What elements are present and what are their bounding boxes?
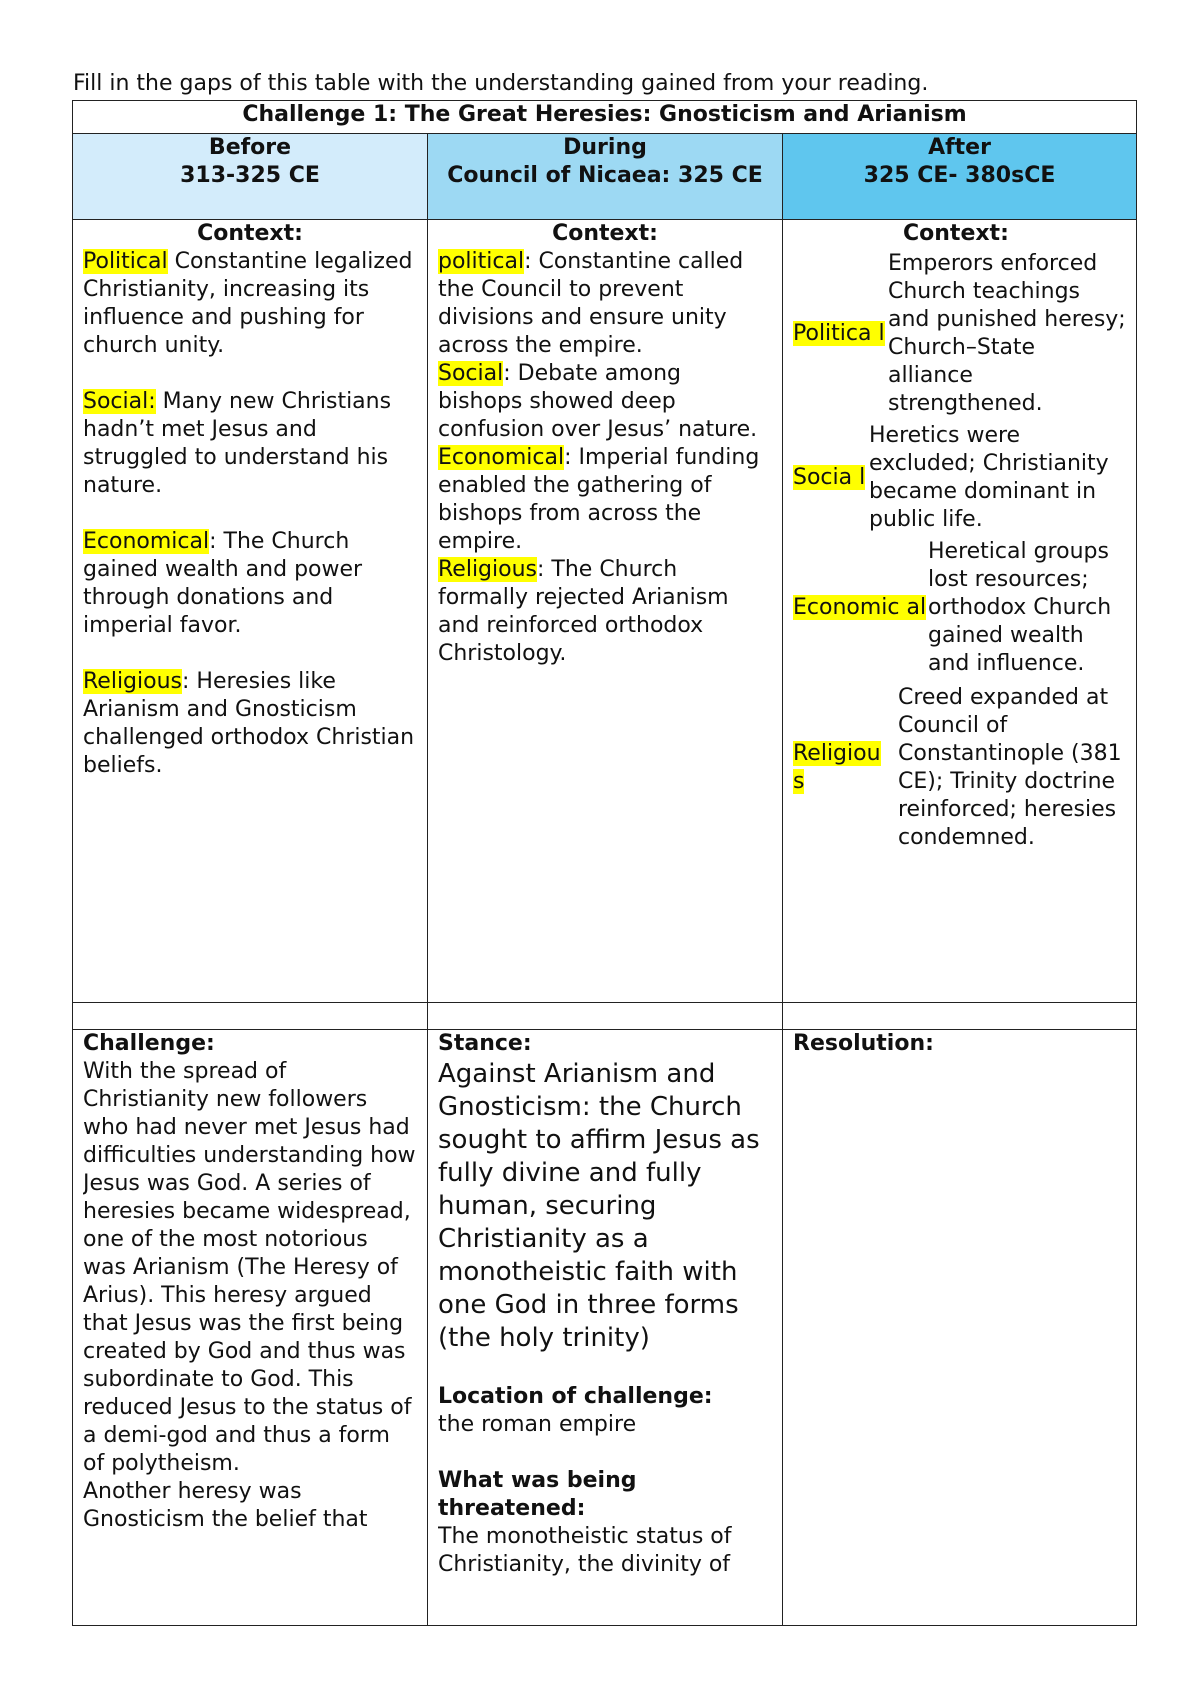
resolution-label: Resolution: — [793, 1031, 934, 1056]
header-after-label: After — [928, 135, 991, 160]
context-during-cell[interactable] — [428, 220, 783, 1003]
header-before — [73, 134, 428, 220]
challenge-text-2: Another heresy was Gnosticism the belief that — [83, 1479, 368, 1532]
table-title: Challenge 1: The Great Heresies: Gnosticism and Arianism — [73, 101, 1137, 134]
after-religious: Religiou s Creed expanded at Council of Constantinople (381 CE); Trinity doctrine reinforced; heresies condemned. — [793, 685, 1122, 850]
header-during — [428, 134, 783, 220]
before-social: Social: Many new Christians hadn’t met Jesus and struggled to understand his nature. — [83, 389, 392, 498]
heresies-table — [72, 100, 1137, 1626]
label-political: Politica l — [793, 321, 885, 346]
stance-label: Stance: — [438, 1031, 532, 1056]
after-economical: Economic al Heretical groups lost resources; orthodox Church gained wealth and influence. — [793, 539, 1112, 676]
before-economical: Economical: The Church gained wealth and power through donations and imperial favor. — [83, 529, 363, 638]
header-during-dates: Council of Nicaea: 325 CE — [447, 163, 763, 188]
label-religious: Religiou s — [793, 741, 881, 794]
label-economical: Economical — [83, 529, 210, 554]
label-political: Political — [83, 249, 168, 274]
location-text: the roman empire — [438, 1412, 637, 1437]
stance-text: Against Arianism and Gnosticism: the Church sought to affirm Jesus as fully divine and fully human, securing Christianity as a monotheistic faith with one God in three forms (the holy trinity) — [438, 1059, 760, 1353]
before-political: Political Constantine legalized Christianity, increasing its influence and pushing for church unity. — [83, 249, 413, 358]
resolution-cell[interactable] — [783, 1030, 1137, 1626]
context-after-cell[interactable] — [783, 220, 1137, 1003]
label-social: Social — [438, 361, 504, 386]
header-after — [783, 134, 1137, 220]
after-social: Socia l Heretics were excluded; Christianity became dominant in public life. — [793, 423, 1109, 532]
threat-text: The monotheistic status of Christianity, the divinity of — [438, 1524, 732, 1577]
header-before-dates: 313-325 CE — [180, 163, 320, 188]
header-before-label: Before — [208, 135, 292, 160]
label-social: Socia l — [793, 465, 866, 490]
instruction-text: Fill in the gaps of this table with the understanding gained from your reading. — [73, 71, 929, 96]
during-economical: Economical: Imperial funding enabled the gathering of bishops from across the empire. — [438, 445, 760, 554]
context-before-cell[interactable] — [73, 220, 428, 1003]
empty-cell-after[interactable] — [783, 1003, 1137, 1030]
challenge-cell[interactable] — [73, 1030, 428, 1626]
after-political: Politica l Emperors enforced Church teachings and punished heresy; Church–State alliance strengthened. — [793, 251, 1126, 416]
header-after-dates: 325 CE- 380sCE — [863, 163, 1056, 188]
during-social: Social: Debate among bishops showed deep confusion over Jesus’ nature. — [438, 361, 758, 442]
label-religious: Religious — [438, 557, 537, 582]
context-title: Context: — [903, 221, 1009, 246]
stance-cell[interactable] — [428, 1030, 783, 1626]
label-political: political — [438, 249, 525, 274]
during-religious: Religious: The Church formally rejected Arianism and reinforced orthodox Christology. — [438, 557, 729, 666]
label-social: Social: — [83, 389, 156, 414]
challenge-label: Challenge: — [83, 1031, 215, 1056]
challenge-text: With the spread of Christianity new followers who had never met Jesus had difficulties understanding how Jesus was God. A series of heresies became widespread, one of the most notorious was Arianism (The Heresy of Arius). This heresy argued that Jesus was the first being created by God and thus was subordinate to God. This reduced Jesus to the status of a demi-god and thus a form of polytheism. — [83, 1059, 416, 1476]
location-label: Location of challenge: — [438, 1384, 713, 1409]
threat-label: What was being threatened: — [438, 1468, 637, 1521]
context-title: Context: — [197, 221, 303, 246]
empty-cell-before[interactable] — [73, 1003, 428, 1030]
empty-cell-during[interactable] — [428, 1003, 783, 1030]
header-during-label: During — [563, 135, 647, 160]
during-political: political: Constantine called the Council to prevent divisions and ensure unity across the empire. — [438, 249, 744, 358]
label-economical: Economical — [438, 445, 565, 470]
label-religious: Religious — [83, 669, 182, 694]
before-religious: Religious: Heresies like Arianism and Gnosticism challenged orthodox Christian beliefs. — [83, 669, 415, 778]
context-title: Context: — [552, 221, 658, 246]
label-economical: Economic al — [793, 595, 927, 620]
